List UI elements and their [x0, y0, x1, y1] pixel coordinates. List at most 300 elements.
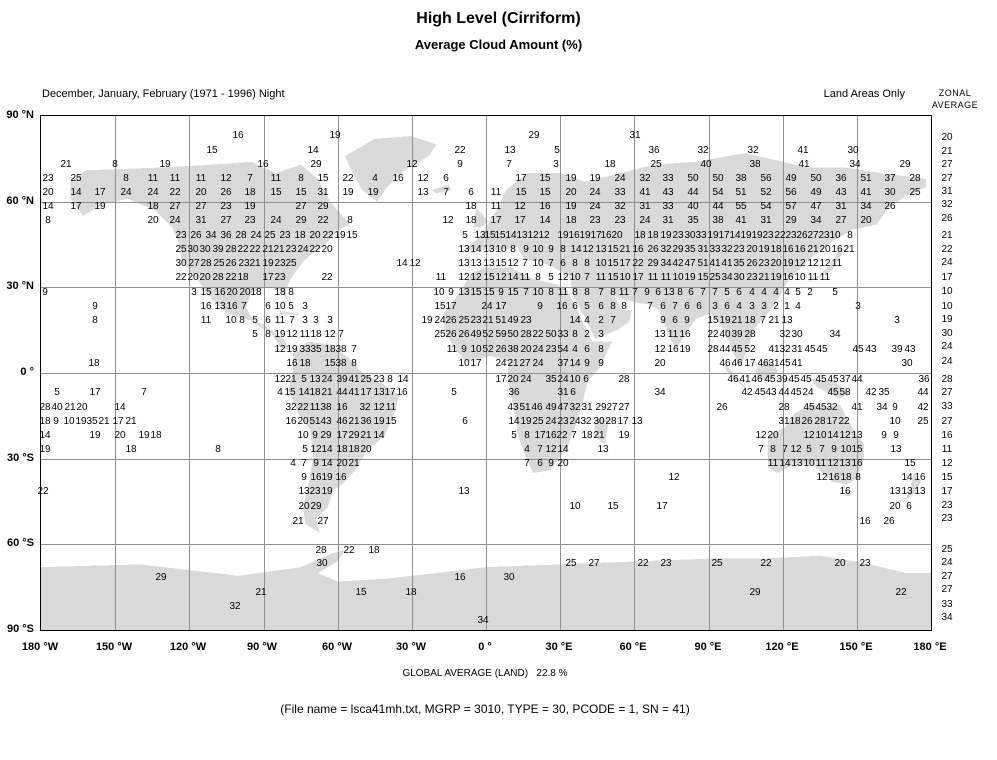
cell-value: 15 [507, 287, 519, 298]
cell-value: 15 [539, 173, 551, 184]
cell-value: 23 [274, 272, 286, 283]
cell-value: 10 [470, 344, 482, 355]
cell-value: 38 [335, 344, 347, 355]
zonal-average-value: 23 [941, 500, 953, 511]
cell-value: 34 [860, 201, 872, 212]
cell-value: 26 [796, 230, 808, 241]
cell-value: 5 [795, 287, 801, 298]
cell-value: 11 [819, 272, 831, 283]
cell-value: 16 [851, 458, 863, 469]
cell-value: 4 [584, 315, 590, 326]
cell-value: 32 [229, 601, 241, 612]
cell-value: 17 [336, 430, 348, 441]
cell-value: 21 [292, 516, 304, 527]
cell-value: 12 [373, 402, 385, 413]
cell-value: 21 [249, 258, 261, 269]
zonal-average-value: 33 [941, 599, 953, 610]
cell-value: 3 [761, 301, 767, 312]
cell-value: 29 [785, 215, 797, 226]
cell-value: 19 [684, 272, 696, 283]
cell-value: 19 [758, 244, 770, 255]
cell-value: 34 [660, 258, 672, 269]
cell-value: 40 [719, 329, 731, 340]
cell-value: 27 [588, 558, 600, 569]
cell-value: 24 [481, 301, 493, 312]
cell-value: 7 [301, 458, 307, 469]
cell-value: 54 [557, 344, 569, 355]
cell-value: 11 [446, 344, 458, 355]
cell-value: 50 [507, 329, 519, 340]
cell-value: 11 [299, 329, 311, 340]
cell-value: 7 [758, 444, 764, 455]
cell-value: 9 [598, 358, 604, 369]
cell-value: 13 [474, 230, 486, 241]
cell-value: 8 [347, 215, 353, 226]
cell-value: 9 [312, 430, 318, 441]
cell-value: 16 [226, 301, 238, 312]
cell-value: 38 [507, 344, 519, 355]
cell-value: 8 [572, 287, 578, 298]
zonal-average-value: 28 [941, 374, 953, 385]
cell-value: 12 [507, 258, 519, 269]
cell-value: 27 [295, 201, 307, 212]
cell-value: 24 [532, 358, 544, 369]
cell-value: 15 [607, 501, 619, 512]
cell-value: 25 [360, 374, 372, 385]
longitude-tick-label: 150 °W [95, 641, 133, 653]
cell-value: 22 [322, 230, 334, 241]
cell-value: 31 [639, 201, 651, 212]
cell-value: 33 [614, 187, 626, 198]
cell-value: 16 [556, 301, 568, 312]
cell-value: 51 [495, 315, 507, 326]
cell-value: 8 [288, 287, 294, 298]
cell-value: 32 [614, 201, 626, 212]
cell-value: 3 [302, 301, 308, 312]
cell-value: 18 [274, 287, 286, 298]
cell-value: 13 [654, 329, 666, 340]
cell-value: 20 [746, 244, 758, 255]
cell-value: 15 [317, 173, 329, 184]
cell-value: 43 [865, 344, 877, 355]
cell-value: 8 [560, 244, 566, 255]
cell-value: 17 [632, 272, 644, 283]
cell-value: 19 [421, 315, 433, 326]
cell-value: 25 [285, 258, 297, 269]
cell-value: 18 [789, 416, 801, 427]
cell-value: 33 [662, 201, 674, 212]
cell-value: 39 [891, 344, 903, 355]
cell-value: 15 [697, 272, 709, 283]
cell-value: 14 [505, 230, 517, 241]
cell-value: 12 [654, 344, 666, 355]
cell-value: 16 [392, 173, 404, 184]
cell-value: 12 [274, 374, 286, 385]
cell-value: 29 [899, 159, 911, 170]
cell-value: 19 [274, 329, 286, 340]
cell-value: 11 [519, 272, 531, 283]
cell-value: 6 [265, 301, 271, 312]
cell-value: 12 [755, 430, 767, 441]
cell-value: 23 [672, 230, 684, 241]
cell-value: 9 [498, 287, 504, 298]
cell-value: 19 [329, 130, 341, 141]
cell-value: 4 [524, 444, 530, 455]
cell-value: 16 [454, 572, 466, 583]
cell-value: 17 [445, 301, 457, 312]
cell-value: 20 [507, 374, 519, 385]
cell-value: 36 [835, 173, 847, 184]
cell-value: 7 [571, 430, 577, 441]
cell-value: 11 [807, 272, 819, 283]
cell-value: 19 [262, 258, 274, 269]
cell-value: 11 [667, 329, 679, 340]
cell-value: 20 [195, 187, 207, 198]
cell-value: 18 [405, 587, 417, 598]
cell-value: 22 [237, 244, 249, 255]
longitude-tick-label: 180 °E [913, 641, 947, 653]
cell-value: 24 [520, 374, 532, 385]
cell-value: 41 [851, 402, 863, 413]
cell-value: 17 [515, 173, 527, 184]
cell-value: 32 [779, 344, 791, 355]
cell-value: 6 [265, 315, 271, 326]
cell-value: 2 [807, 287, 813, 298]
cell-value: 4 [277, 387, 283, 398]
cell-value: 8 [265, 329, 271, 340]
cell-value: 14 [508, 416, 520, 427]
cell-value: 23 [557, 416, 569, 427]
cell-value: 16 [667, 344, 679, 355]
cell-value: 5 [252, 315, 258, 326]
cell-value: 28 [235, 230, 247, 241]
cell-value: 38 [712, 215, 724, 226]
cell-value: 6 [584, 344, 590, 355]
cell-value: 12 [803, 430, 815, 441]
cell-value: 41 [739, 374, 751, 385]
zonal-average-value: 10 [941, 301, 953, 312]
cell-value: 14 [396, 258, 408, 269]
cell-value: 19 [138, 430, 150, 441]
cell-value: 6 [572, 301, 578, 312]
cell-value: 42 [672, 258, 684, 269]
cell-value: 38 [749, 159, 761, 170]
cell-value: 6 [688, 287, 694, 298]
cell-value: 28 [212, 272, 224, 283]
cell-value: 18 [244, 187, 256, 198]
cell-value: 18 [299, 358, 311, 369]
cell-value: 20 [298, 501, 310, 512]
cell-value: 10 [794, 272, 806, 283]
cell-value: 25 [213, 258, 225, 269]
cell-value: 11 [147, 173, 159, 184]
cell-value: 15 [515, 187, 527, 198]
cell-value: 35 [733, 258, 745, 269]
cell-value: 6 [583, 374, 589, 385]
cell-value: 33 [299, 344, 311, 355]
cell-value: 16 [285, 416, 297, 427]
cell-value: 20 [819, 244, 831, 255]
cell-value: 13 [309, 374, 321, 385]
cell-value: 12 [409, 258, 421, 269]
cell-value: 16 [632, 244, 644, 255]
cell-value: 26 [445, 329, 457, 340]
cell-value: 22 [707, 329, 719, 340]
cell-value: 20 [860, 215, 872, 226]
cell-value: 12 [442, 215, 454, 226]
cell-value: 11 [660, 272, 672, 283]
cell-value: 29 [348, 430, 360, 441]
cell-value: 28 [605, 416, 617, 427]
cell-value: 11 [815, 458, 827, 469]
cell-value: 45 [790, 387, 802, 398]
cell-value: 45 [815, 402, 827, 413]
cell-value: 49 [545, 402, 557, 413]
cell-value: 54 [712, 187, 724, 198]
cell-value: 4 [761, 287, 767, 298]
cell-value: 12 [458, 272, 470, 283]
cell-value: 17 [495, 301, 507, 312]
cell-value: 13 [889, 486, 901, 497]
cell-value: 10 [829, 230, 841, 241]
cell-value: 29 [317, 201, 329, 212]
cell-value: 19 [579, 230, 591, 241]
cell-value: 27 [220, 215, 232, 226]
cell-value: 45 [764, 374, 776, 385]
cell-value: 19 [707, 230, 719, 241]
zonal-average-value: 24 [941, 356, 953, 367]
zonal-average-value: 27 [941, 173, 953, 184]
cell-value: 33 [557, 329, 569, 340]
cell-value: 15 [295, 187, 307, 198]
longitude-tick-label: 30 °E [545, 641, 573, 653]
zonal-average-value: 24 [941, 341, 953, 352]
cell-value: 40 [687, 201, 699, 212]
cell-value: 8 [610, 301, 616, 312]
cell-value: 31 [760, 215, 772, 226]
cell-value: 44 [687, 187, 699, 198]
cell-value: 18 [581, 430, 593, 441]
cell-value: 7 [506, 159, 512, 170]
cell-value: 59 [495, 329, 507, 340]
cell-value: 22 [297, 402, 309, 413]
cell-value: 7 [672, 301, 678, 312]
cell-value: 10 [595, 258, 607, 269]
cell-value: 46 [751, 374, 763, 385]
zonal-average-value: 20 [941, 132, 953, 143]
zonal-average-value: 21 [941, 146, 953, 157]
cell-value: 58 [839, 387, 851, 398]
cell-value: 4 [773, 287, 779, 298]
cell-value: 6 [724, 301, 730, 312]
cell-value: 12 [470, 272, 482, 283]
cell-value: 9 [892, 402, 898, 413]
cell-value: 43 [904, 344, 916, 355]
cell-value: 28 [39, 402, 51, 413]
cell-value: 23 [42, 173, 54, 184]
cell-value: 16 [914, 472, 926, 483]
cell-value: 26 [716, 402, 728, 413]
cell-value: 5 [806, 444, 812, 455]
cell-value: 16 [831, 244, 843, 255]
cell-value: 5 [54, 387, 60, 398]
cell-value: 3 [855, 301, 861, 312]
cell-value: 10 [569, 501, 581, 512]
cell-value: 5 [462, 230, 468, 241]
cell-value: 17 [744, 358, 756, 369]
cell-value: 24 [321, 374, 333, 385]
cell-value: 34 [829, 329, 841, 340]
longitude-tick-label: 90 °E [694, 641, 722, 653]
cell-value: 17 [384, 387, 396, 398]
cell-value: 9 [53, 416, 59, 427]
cell-value: 6 [736, 287, 742, 298]
cell-value: 20 [226, 287, 238, 298]
cell-value: 9 [42, 287, 48, 298]
cell-value: 34 [477, 615, 489, 626]
cell-value: 52 [482, 329, 494, 340]
cell-value: 18 [770, 244, 782, 255]
latitude-tick-label: 30 °N [6, 280, 34, 292]
latitude-tick-label: 90 °S [6, 623, 34, 635]
cell-value: 9 [644, 287, 650, 298]
cell-value: 45 [788, 374, 800, 385]
zonal-average-value: 27 [941, 159, 953, 170]
cell-value: 15 [483, 287, 495, 298]
cell-value: 39 [336, 374, 348, 385]
cell-value: 54 [760, 201, 772, 212]
cell-value: 27 [169, 201, 181, 212]
cell-value: 17 [360, 387, 372, 398]
cell-value: 34 [876, 402, 888, 413]
cell-value: 21 [321, 387, 333, 398]
cell-value: 20 [336, 458, 348, 469]
cell-value: 7 [819, 444, 825, 455]
cell-value: 19 [751, 230, 763, 241]
cell-value: 45 [852, 344, 864, 355]
cell-value: 2 [773, 301, 779, 312]
cell-value: 13 [597, 444, 609, 455]
cell-value: 20 [654, 358, 666, 369]
cell-value: 9 [457, 159, 463, 170]
cell-value: 12 [582, 244, 594, 255]
cell-value: 6 [696, 301, 702, 312]
cell-value: 20 [187, 272, 199, 283]
cell-value: 15 [346, 230, 358, 241]
cell-value: 22 [343, 545, 355, 556]
cell-value: 8 [572, 329, 578, 340]
cell-value: 12 [668, 472, 680, 483]
cell-value: 7 [524, 458, 530, 469]
cell-value: 23 [279, 230, 291, 241]
cell-value: 19 [565, 201, 577, 212]
cell-value: 13 [458, 258, 470, 269]
cell-value: 19 [321, 472, 333, 483]
cell-value: 23 [545, 344, 557, 355]
cell-value: 8 [770, 444, 776, 455]
cell-value: 15 [607, 244, 619, 255]
cell-value: 4 [784, 287, 790, 298]
cell-value: 22 [342, 173, 354, 184]
zonal-average-value: 22 [941, 244, 953, 255]
cell-value: 12 [324, 329, 336, 340]
cell-value: 24 [250, 230, 262, 241]
cell-value: 8 [351, 358, 357, 369]
cell-value: 11 [309, 402, 321, 413]
cell-value: 5 [451, 387, 457, 398]
cell-value: 31 [768, 358, 780, 369]
cell-value: 13 [781, 315, 793, 326]
cell-value: 29 [595, 402, 607, 413]
zonal-average-value: 25 [941, 544, 953, 555]
file-info-label: (File name = lsca41mh.txt, MGRP = 3010, TYPE = 30, PCODE = 1, SN = 41) [280, 702, 690, 716]
cell-value: 21 [273, 244, 285, 255]
cell-value: 10 [840, 444, 852, 455]
cell-value: 11 [200, 315, 212, 326]
cell-value: 10 [532, 244, 544, 255]
cell-value: 24 [557, 374, 569, 385]
cell-value: 11 [647, 272, 659, 283]
latitude-tick-label: 30 °S [6, 452, 34, 464]
cell-value: 13 [373, 387, 385, 398]
cell-value: 35 [86, 416, 98, 427]
cell-value: 5 [724, 287, 730, 298]
cell-value: 23 [614, 215, 626, 226]
cell-value: 17 [262, 272, 274, 283]
cell-value: 49 [507, 315, 519, 326]
cell-value: 6 [560, 258, 566, 269]
cell-value: 17 [656, 501, 668, 512]
cell-value: 52 [760, 187, 772, 198]
cell-value: 16 [545, 430, 557, 441]
cell-value: 12 [545, 444, 557, 455]
cell-value: 47 [557, 402, 569, 413]
cell-value: 28 [200, 258, 212, 269]
cell-value: 31 [317, 187, 329, 198]
cell-value: 7 [523, 287, 529, 298]
cell-value: 3 [313, 315, 319, 326]
cell-value: 20 [42, 187, 54, 198]
cell-value: 36 [508, 387, 520, 398]
cell-value: 21 [348, 458, 360, 469]
period-label: December, January, February (1971 - 1996) Night [42, 88, 285, 100]
cell-value: 38 [320, 402, 332, 413]
cell-value: 6 [655, 287, 661, 298]
cell-value: 12 [816, 472, 828, 483]
cell-value: 18 [147, 201, 159, 212]
cell-value: 5 [548, 272, 554, 283]
cell-value: 37 [839, 374, 851, 385]
cell-value: 12 [417, 173, 429, 184]
cell-value: 13 [458, 244, 470, 255]
cell-value: 19 [660, 230, 672, 241]
cell-value: 30 [503, 572, 515, 583]
cell-value: 41 [348, 374, 360, 385]
cell-value: 18 [604, 159, 616, 170]
cell-value: 19 [618, 430, 630, 441]
cell-value: 14 [539, 215, 551, 226]
cell-value: 24 [589, 201, 601, 212]
cell-value: 30 [593, 416, 605, 427]
cell-value: 43 [765, 387, 777, 398]
cell-value: 22 [175, 272, 187, 283]
cell-value: 30 [199, 244, 211, 255]
cell-value: 29 [749, 587, 761, 598]
cell-value: 46 [719, 358, 731, 369]
cell-value: 32 [660, 244, 672, 255]
cell-value: 25 [565, 558, 577, 569]
cell-value: 15 [470, 287, 482, 298]
